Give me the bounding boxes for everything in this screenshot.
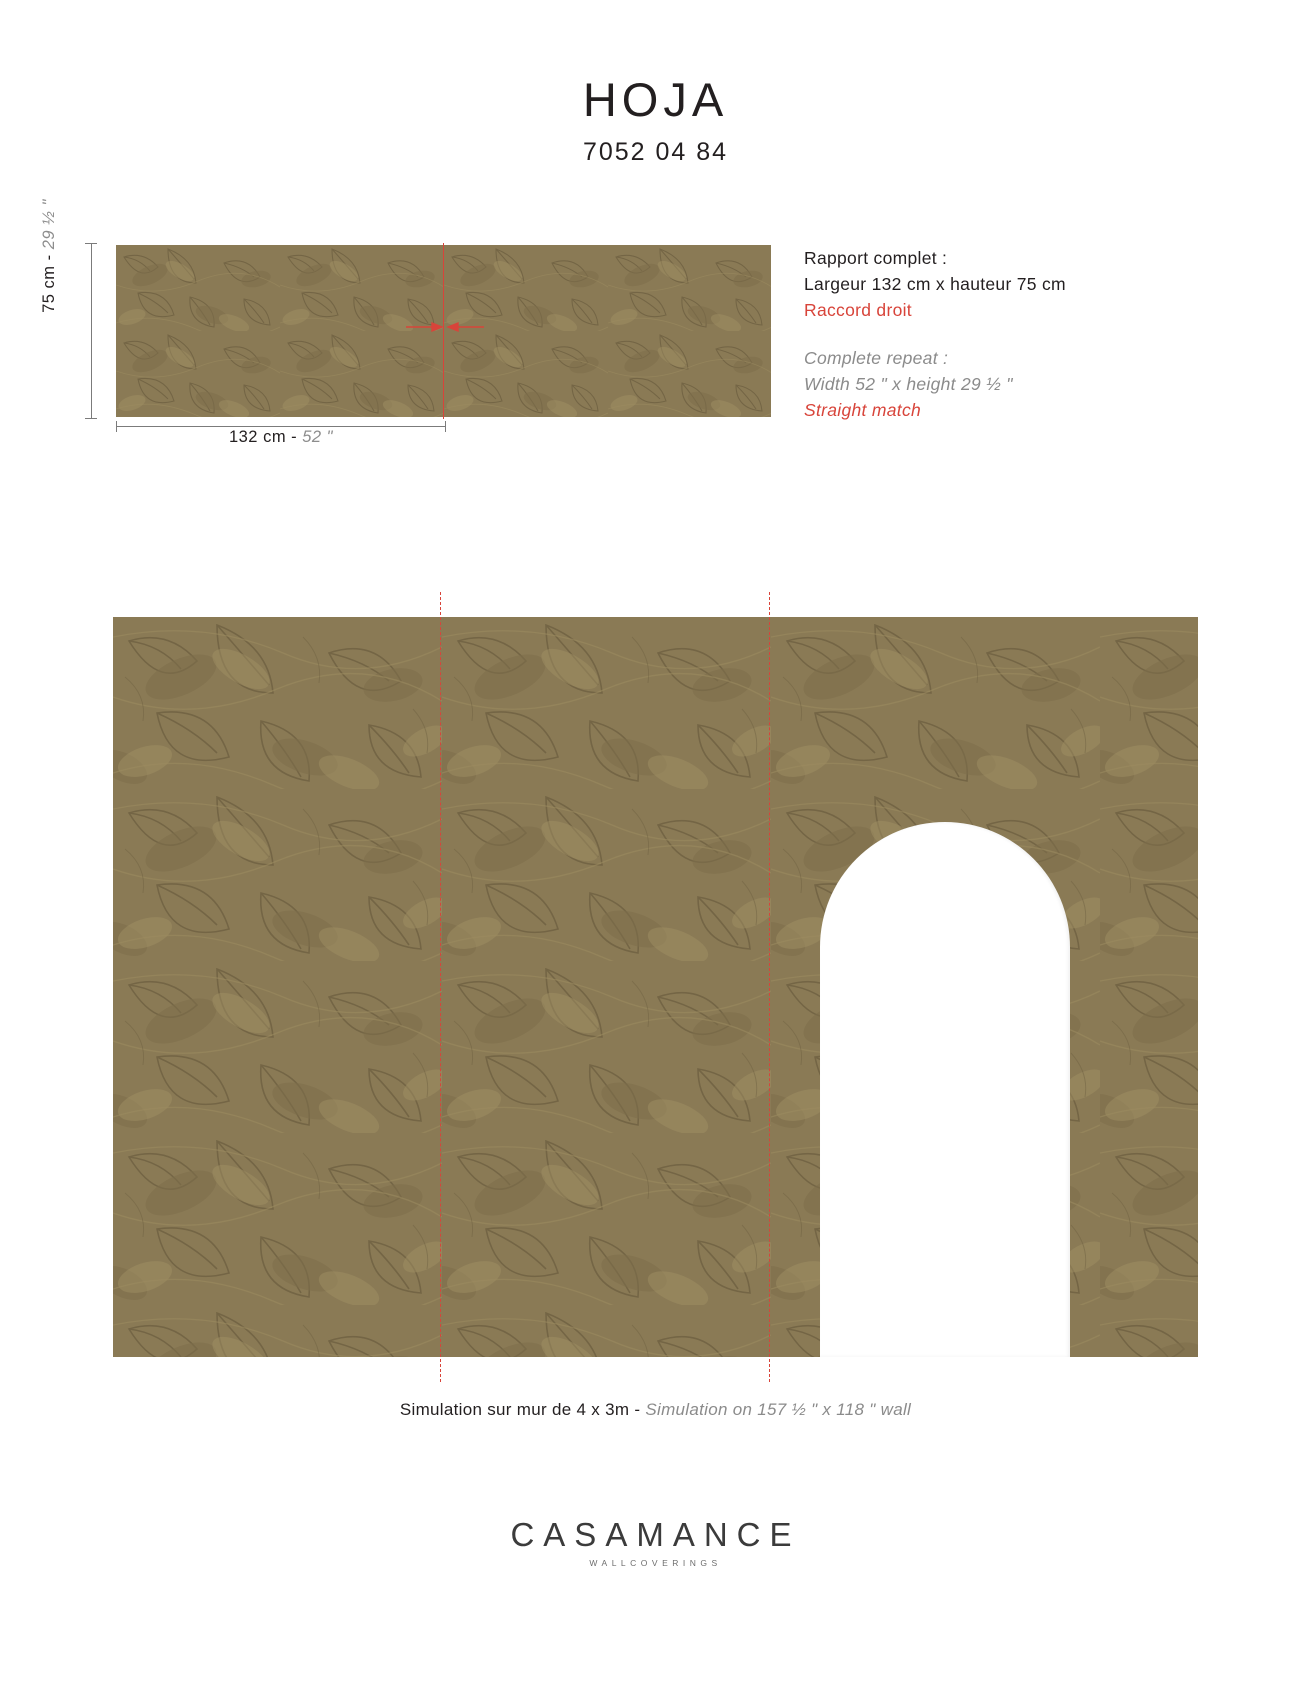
horizontal-dimension-cm: 132 cm - [228, 428, 303, 446]
wall-caption-en: Simulation on 157 ½ " x 118 " wall [645, 1400, 912, 1419]
spec-en-size: Width 52 " x height 29 ½ " [804, 374, 1013, 394]
wall-caption-fr: Simulation sur mur de 4 x 3m - [399, 1400, 646, 1419]
horizontal-dimension-label [116, 428, 446, 447]
wall-repeat-line-2 [769, 592, 770, 1382]
vertical-dimension-rule [63, 243, 85, 419]
specifications-en-block [804, 345, 1264, 423]
repeat-arrows-icon [406, 320, 484, 334]
vertical-dimension-cm: 75 cm - [40, 249, 58, 313]
page-title: HOJA [582, 73, 729, 126]
spec-en-match: Straight match [804, 400, 922, 420]
brand-name: CASAMANCE [510, 1516, 801, 1553]
spec-fr-match: Raccord droit [804, 300, 912, 320]
product-reference: 7052 04 84 [582, 138, 729, 166]
brand-logo [0, 1516, 1311, 1568]
spec-en-title: Complete repeat : [804, 348, 949, 368]
spec-fr-size: Largeur 132 cm x hauteur 75 cm [804, 274, 1066, 294]
arch-doorway-cutout [820, 822, 1070, 1357]
vertical-dimension-label [40, 168, 62, 344]
brand-tagline: WALLCOVERINGS [589, 1558, 722, 1568]
wall-simulation-caption [0, 1400, 1311, 1420]
wall-simulation-image [113, 617, 1198, 1357]
specifications-block [804, 245, 1264, 423]
vertical-dimension-inch: 29 ½ " [40, 199, 58, 250]
spec-fr-title: Rapport complet : [804, 248, 948, 268]
wall-repeat-line-1 [440, 592, 441, 1382]
horizontal-dimension-inch: 52 " [302, 428, 334, 446]
